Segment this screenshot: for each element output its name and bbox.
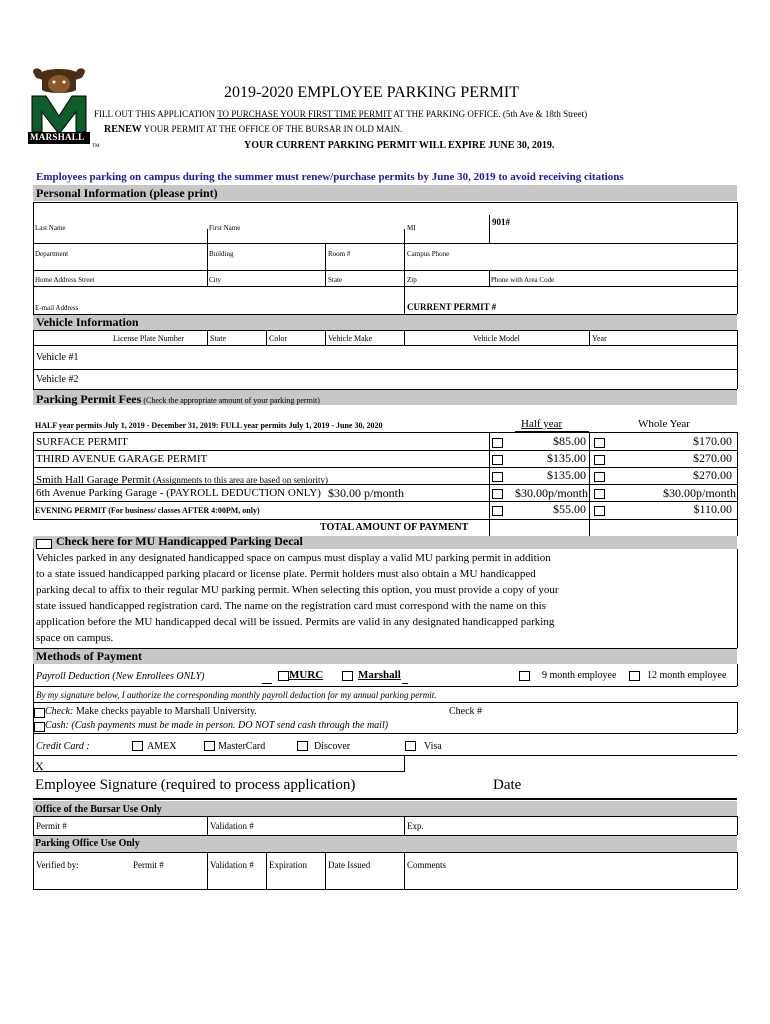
fee-6th-ave-half-amount: $30.00p/month bbox=[514, 486, 588, 500]
campus-phone-label: Campus Phone bbox=[407, 250, 450, 258]
bursar-title: Office of the Bursar Use Only bbox=[35, 804, 162, 815]
instructions-first-time-emphasis: TO PURCHASE YOUR FIRST TIME PERMIT bbox=[217, 109, 392, 119]
twelve-month-label: 12 month employee bbox=[647, 670, 727, 681]
fee-6th-ave-whole-amount: $30.00p/month bbox=[662, 486, 736, 500]
vehicle-info-title: Vehicle Information bbox=[36, 315, 139, 329]
check-option bbox=[45, 706, 257, 717]
col-vehicle-make: Vehicle Make bbox=[328, 334, 373, 343]
summer-notice: Employees parking on campus during the summer must renew/purchase permits by June 30, 2019 to avoid receiving citations bbox=[36, 171, 624, 183]
fee-third-ave-whole-checkbox[interactable] bbox=[594, 455, 605, 465]
handicap-line-4: state issued handicapped registration card. The name on the registration card must correspond with the name on this bbox=[36, 600, 546, 612]
col-vehicle-model: Vehicle Model bbox=[473, 334, 520, 343]
handicap-checkbox[interactable] bbox=[36, 539, 52, 549]
instructions-renew bbox=[104, 124, 402, 135]
fees-title-text: Parking Permit Fees bbox=[36, 392, 142, 406]
renew-text: YOUR PERMIT AT THE OFFICE OF THE BURSAR IN OLD MAIN. bbox=[141, 124, 403, 134]
total-payment-label: TOTAL AMOUNT OF PAYMENT bbox=[320, 522, 469, 533]
expiration-notice: YOUR CURRENT PARKING PERMIT WILL EXPIRE JUNE 30, 2019. bbox=[244, 140, 555, 151]
visa-checkbox[interactable] bbox=[405, 741, 416, 751]
marshall-checkbox[interactable] bbox=[342, 671, 353, 681]
payment-title: Methods of Payment bbox=[36, 649, 142, 663]
total-payment-input[interactable] bbox=[492, 521, 586, 534]
fee-evening-whole-amount: $110.00 bbox=[693, 502, 732, 516]
signature-x: X bbox=[35, 759, 44, 773]
fee-6th-ave-extra: $30.00 p/month bbox=[328, 486, 405, 500]
col-year: Year bbox=[592, 334, 607, 343]
building-label: Building bbox=[209, 250, 234, 258]
personal-info-title: Personal Information (please print) bbox=[36, 186, 218, 200]
fees-period-note: HALF year permits July 1, 2019 - December 31, 2019: FULL year permits July 1, 2019 - June 30, 2020 bbox=[35, 421, 383, 430]
fees-title bbox=[36, 390, 320, 408]
page-title: 2019-2020 EMPLOYEE PARKING PERMIT bbox=[224, 84, 519, 101]
vehicle-row-1: Vehicle #1 bbox=[36, 352, 79, 363]
check-number-label: Check # bbox=[449, 706, 483, 717]
room-label: Room # bbox=[328, 250, 351, 258]
fee-smith-hall-label bbox=[36, 470, 328, 488]
zip-label: Zip bbox=[407, 276, 417, 284]
payroll-authorization: By my signature below, I authorize the corresponding monthly payroll deduction for my annual parking permit. bbox=[36, 690, 437, 700]
city-label: City bbox=[209, 276, 222, 284]
email-label: E-mail Address bbox=[35, 304, 79, 312]
fee-third-ave-label: THIRD AVENUE GARAGE PERMIT bbox=[36, 453, 208, 465]
handicap-line-5: application before the MU handicapped decal will be issued. Permits are valid in any designated handicapped parking bbox=[36, 616, 555, 628]
fee-surface-half-amount: $85.00 bbox=[553, 434, 586, 448]
fee-third-ave-half-amount: $135.00 bbox=[547, 451, 586, 465]
fee-surface-label: SURFACE PERMIT bbox=[36, 436, 128, 448]
instructions-first-time-text: FILL OUT THIS APPLICATION bbox=[94, 109, 218, 119]
home-address-label: Home Address Street bbox=[35, 276, 95, 284]
fee-surface-half-checkbox[interactable] bbox=[492, 438, 503, 448]
fee-third-ave-whole-amount: $270.00 bbox=[693, 451, 732, 465]
trademark-mark: TM bbox=[92, 144, 100, 149]
marshall-label: Marshall bbox=[358, 669, 401, 681]
nine-month-checkbox[interactable] bbox=[519, 671, 530, 681]
vehicle-row-2: Vehicle #2 bbox=[36, 374, 79, 385]
state-label: State bbox=[328, 276, 342, 284]
id-number-input[interactable] bbox=[520, 215, 730, 229]
mastercard-checkbox[interactable] bbox=[204, 741, 215, 751]
office-validation-label: Validation # bbox=[210, 860, 254, 870]
last-name-label: Last Name bbox=[35, 224, 66, 232]
instructions-first-time-location: AT THE PARKING OFFICE. (5th Ave & 18th Street) bbox=[391, 109, 588, 119]
first-name-label: First Name bbox=[209, 224, 241, 232]
col-state: State bbox=[210, 334, 226, 343]
discover-checkbox[interactable] bbox=[297, 741, 308, 751]
credit-card-label: Credit Card : bbox=[36, 741, 90, 752]
twelve-month-checkbox[interactable] bbox=[629, 671, 640, 681]
murc-label: MURC bbox=[289, 669, 324, 681]
fee-surface-whole-checkbox[interactable] bbox=[594, 438, 605, 448]
handicap-line-3: parking decal to affix to their regular MU parking permit. When selecting this option, you must provide a copy of your bbox=[36, 584, 559, 596]
fee-smith-hall-half-checkbox[interactable] bbox=[492, 472, 503, 482]
date-label: Date bbox=[493, 777, 522, 793]
fee-6th-ave-whole-checkbox[interactable] bbox=[594, 489, 605, 499]
renew-label: RENEW bbox=[104, 124, 142, 135]
check-checkbox[interactable] bbox=[34, 708, 45, 718]
bursar-validation-label: Validation # bbox=[210, 821, 254, 831]
discover-label: Discover bbox=[314, 741, 351, 752]
last-name-input[interactable] bbox=[36, 205, 204, 221]
check-instructions: Make checks payable to Marshall University. bbox=[73, 706, 257, 717]
amex-checkbox[interactable] bbox=[132, 741, 143, 751]
logo-wordmark: MARSHALL bbox=[30, 132, 85, 142]
phone-area-label: Phone with Area Code bbox=[491, 276, 555, 284]
first-name-input[interactable] bbox=[210, 205, 400, 221]
handicap-title: Check here for MU Handicapped Parking Decal bbox=[56, 534, 303, 548]
mi-label: MI bbox=[407, 224, 416, 232]
whole-year-header: Whole Year bbox=[638, 418, 690, 430]
handicap-line-6: space on campus. bbox=[36, 632, 114, 644]
current-permit-label: CURRENT PERMIT # bbox=[407, 302, 497, 312]
visa-label: Visa bbox=[424, 741, 442, 752]
fee-smith-hall-whole-checkbox[interactable] bbox=[594, 472, 605, 482]
fee-evening-whole-checkbox[interactable] bbox=[594, 506, 605, 516]
vehicle-2-input[interactable] bbox=[96, 371, 732, 387]
cash-instructions: (Cash payments must be made in person. DO NOT send cash through the mail) bbox=[68, 720, 389, 731]
murc-checkbox[interactable] bbox=[278, 671, 289, 681]
fee-smith-hall-note: (Assignments to this area are based on seniority) bbox=[150, 475, 329, 485]
bursar-permit-label: Permit # bbox=[36, 821, 67, 831]
fee-smith-hall-whole-amount: $270.00 bbox=[693, 468, 732, 482]
id-prefix-label: 901# bbox=[492, 217, 510, 227]
vehicle-1-input[interactable] bbox=[96, 348, 732, 366]
instructions-first-time bbox=[94, 109, 587, 119]
payroll-deduction-label: Payroll Deduction (New Enrollees ONLY) bbox=[36, 671, 205, 682]
cash-option bbox=[45, 720, 388, 731]
check-label: Check: bbox=[45, 706, 74, 717]
mastercard-label: MasterCard bbox=[218, 741, 266, 752]
current-permit-input[interactable] bbox=[508, 300, 730, 312]
mi-input[interactable] bbox=[407, 205, 485, 221]
col-color: Color bbox=[269, 334, 288, 343]
parking-office-title: Parking Office Use Only bbox=[35, 838, 140, 849]
office-date-issued-label: Date Issued bbox=[328, 860, 371, 870]
office-permit-label: Permit # bbox=[133, 860, 164, 870]
amex-label: AMEX bbox=[147, 741, 177, 752]
fee-6th-ave-label: 6th Avenue Parking Garage - (PAYROLL DEDUCTION ONLY) bbox=[36, 487, 321, 499]
bursar-exp-label: Exp. bbox=[407, 821, 424, 831]
cash-label: Cash: bbox=[45, 720, 69, 731]
office-comments-label: Comments bbox=[407, 860, 447, 870]
half-year-header: Half year bbox=[521, 418, 563, 430]
handicap-line-2: to a state issued handicapped parking placard or license plate. Permit holders must also obtain a MU handicapped bbox=[36, 568, 536, 580]
office-expiration-label: Expiration bbox=[269, 860, 307, 870]
fee-evening-label: EVENING PERMIT (For business/ classes AFTER 4:00PM, only) bbox=[35, 506, 260, 515]
verified-by-label: Verified by: bbox=[36, 860, 79, 870]
nine-month-label: 9 month employee bbox=[542, 670, 617, 681]
col-license-plate: License Plate Number bbox=[113, 334, 185, 343]
fee-evening-half-checkbox[interactable] bbox=[492, 506, 503, 516]
fee-smith-hall-half-amount: $135.00 bbox=[547, 468, 586, 482]
department-label: Department bbox=[35, 250, 69, 258]
check-number-input[interactable] bbox=[490, 705, 730, 718]
fee-third-ave-half-checkbox[interactable] bbox=[492, 455, 503, 465]
handicap-line-1: Vehicles parked in any designated handicapped space on campus must display a valid MU parking permit in addition bbox=[36, 552, 551, 564]
marshall-logo bbox=[26, 66, 92, 148]
department-input[interactable] bbox=[36, 230, 204, 242]
fee-smith-hall-text: Smith Hall Garage Permit bbox=[36, 474, 151, 486]
fees-subtitle: (Check the appropriate amount of your parking permit) bbox=[141, 396, 320, 405]
card-number-input[interactable] bbox=[50, 757, 400, 771]
cash-checkbox[interactable] bbox=[34, 722, 45, 732]
fee-surface-whole-amount: $170.00 bbox=[693, 434, 732, 448]
email-input[interactable] bbox=[110, 298, 400, 312]
fee-evening-half-amount: $55.00 bbox=[553, 502, 586, 516]
signature-label: Employee Signature (required to process application) bbox=[35, 777, 356, 793]
